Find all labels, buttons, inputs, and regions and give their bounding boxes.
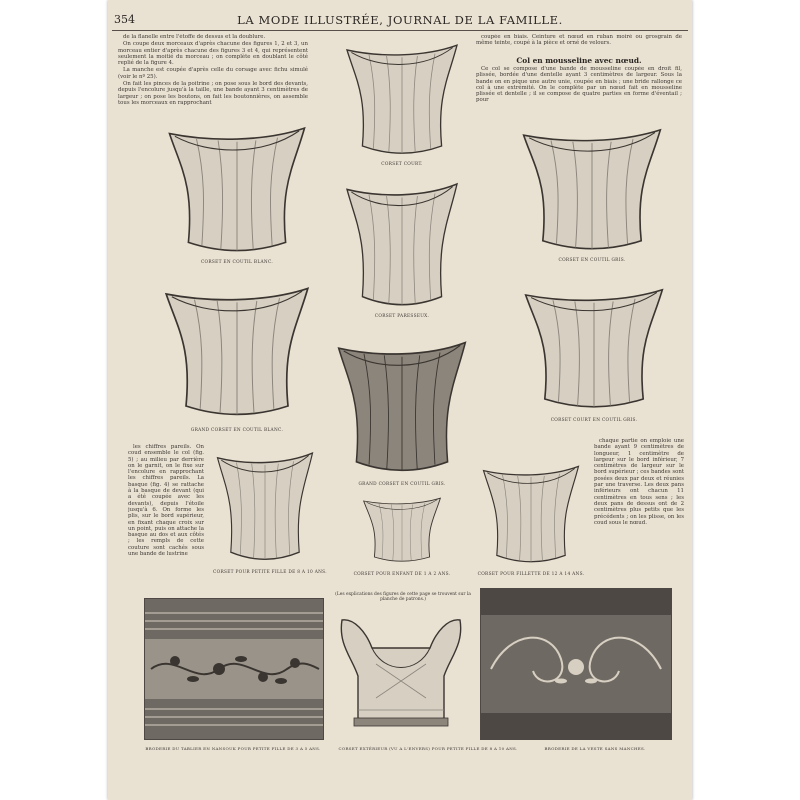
caption-broderie-tablier: BRODERIE DU TABLIER EN NANSOUK POUR PETITE FILLE DE 3 A 5 ANS.	[145, 746, 321, 751]
corset-coutil-blanc-illustration	[156, 120, 318, 256]
paragraph: On coupe deux morceaux d'après chacune des figures 1, 2 et 3, un morceau entier d'après chacune des figures 3 et 4, qui représentent seulement la moitié du morceau ; on complète en doublant le côté replié de la figure 4.	[118, 41, 308, 67]
caption-exterieur: CORSET EXTÉRIEUR (VU A L'ENVERS) POUR PETITE FILLE DE 8 A 10 ANS.	[338, 746, 518, 751]
paragraph: chaque partie on emploie une bande ayant 9 centimètres de longueur, 1 centimètre de largeur sur le bord inférieur, 7 centimètres de largeur sur le bord supérieur ; ces bandes sont posées deux par deux et réunies par une traverse. Les deux pans inférieurs ont chacun 11 centimètres en tous sens ; les deux pans de dessus ont de 2 centimètres plus petits que les précédents ; on les plisse, on les coud sous le nœud.	[594, 438, 684, 526]
caption-fille-8-10: CORSET POUR PETITE FILLE DE 8 A 10 ANS.	[213, 570, 327, 575]
journal-title: LA MODE ILLUSTRÉE, JOURNAL DE LA FAMILLE.	[237, 13, 563, 27]
caption-corset-court: CORSET COURT.	[381, 162, 423, 167]
corset-enfant-1-2-illustration	[356, 494, 448, 564]
page-number: 354	[114, 13, 135, 26]
text-column-left-top	[118, 34, 308, 112]
caption-broderie-veste: BRODERIE DE LA VESTE SANS MANCHES.	[544, 746, 646, 751]
paragraph: La manche est coupée d'après celle du corsage avec fichu simulé (voir le nº 25).	[118, 67, 308, 80]
corset-fille-8-10-illustration	[208, 446, 322, 564]
grand-corset-blanc-illustration	[152, 280, 322, 420]
caption-court-gris: CORSET COURT EN COUTIL GRIS.	[550, 418, 638, 423]
caption-grand-blanc: GRAND CORSET EN COUTIL BLANC.	[190, 428, 284, 433]
caption-grand-gris: GRAND CORSET EN COUTIL GRIS.	[358, 482, 446, 487]
corset-court-gris-illustration	[512, 282, 676, 412]
paragraph: de la flanelle entre l'étoffe de dessus et la doublure.	[123, 34, 266, 40]
paragraph: les chiffres pareils. On coud ensemble le col (fig. 5) ; au milieu par derrière on le garnit, on le fixe sur l'encolure en rapprochant les chiffres pareils. La basque (fig. 4) se rattache à la basque de devant (qui a été coupée avec les devants), depuis l'étoile jusqu'à 6. On forme les plis, sur le bord supérieur, en fixant chaque croix sur un point, puis on attache la basque au dos et aux côtés ; les rempls de cette couture sont cachés sous une bande de lustrine	[128, 444, 204, 558]
embroidery-veste-panel	[480, 588, 672, 740]
section-title: Col en mousseline avec nœud.	[516, 56, 642, 65]
embroidery-tablier-panel	[144, 598, 324, 740]
corset-paresseux-illustration	[336, 176, 468, 310]
paragraph: coupée en biais. Ceinture et nœud en ruban moiré ou grosgrain de même teinte, coupé à la pièce et orné de velours.	[476, 34, 682, 47]
caption-paresseux: CORSET PARESSEUX.	[374, 314, 430, 319]
grand-corset-gris-illustration	[326, 334, 478, 476]
corset-court-illustration	[336, 38, 468, 158]
page-header	[108, 13, 692, 29]
paragraph: On fait les pinces de la poitrine ; on pose sous le bord des devants, depuis l'encolure jusqu'à la taille, une bande ayant 3 centimètres de largeur ; on pose les boutons, on fait les boutonnières, on assemble tous les morceaux en rapprochant	[118, 81, 308, 106]
newspaper-page	[108, 0, 692, 800]
caption-coutil-gris: CORSET EN COUTIL GRIS.	[558, 258, 626, 263]
corset-fillette-12-14-illustration	[474, 460, 588, 566]
caption-enfant-1-2: CORSET POUR ENFANT DE 1 A 2 ANS.	[353, 572, 451, 577]
explanation-note: (Les explications des figures de cette page se trouvent sur la planche de patrons.)	[335, 592, 471, 603]
corset-coutil-gris-illustration	[510, 122, 674, 254]
text-column-right-top	[476, 34, 682, 50]
text-column-left-mid	[128, 444, 204, 590]
caption-fillette-12-14: CORSET POUR FILLETTE DE 12 A 14 ANS.	[477, 572, 585, 577]
text-column-right-mid	[594, 438, 684, 568]
corset-exterieur-illustration	[332, 614, 470, 740]
header-rule	[112, 30, 688, 31]
paragraph: Ce col se compose d'une bande de mousseline coupée en droit fil, plissée, bordée d'une dentelle ayant 3 centimètres de largeur. Sous la bande on en pique une autre unie, coupée en biais ; une bride rallonge ce col à une extrémité. On le complète par un nœud fait en mousseline plissée et dentelle ; il se compose de quatre parties en forme d'éventail ; pour	[476, 66, 682, 104]
caption-coutil-blanc: CORSET EN COUTIL BLANC.	[200, 260, 274, 265]
